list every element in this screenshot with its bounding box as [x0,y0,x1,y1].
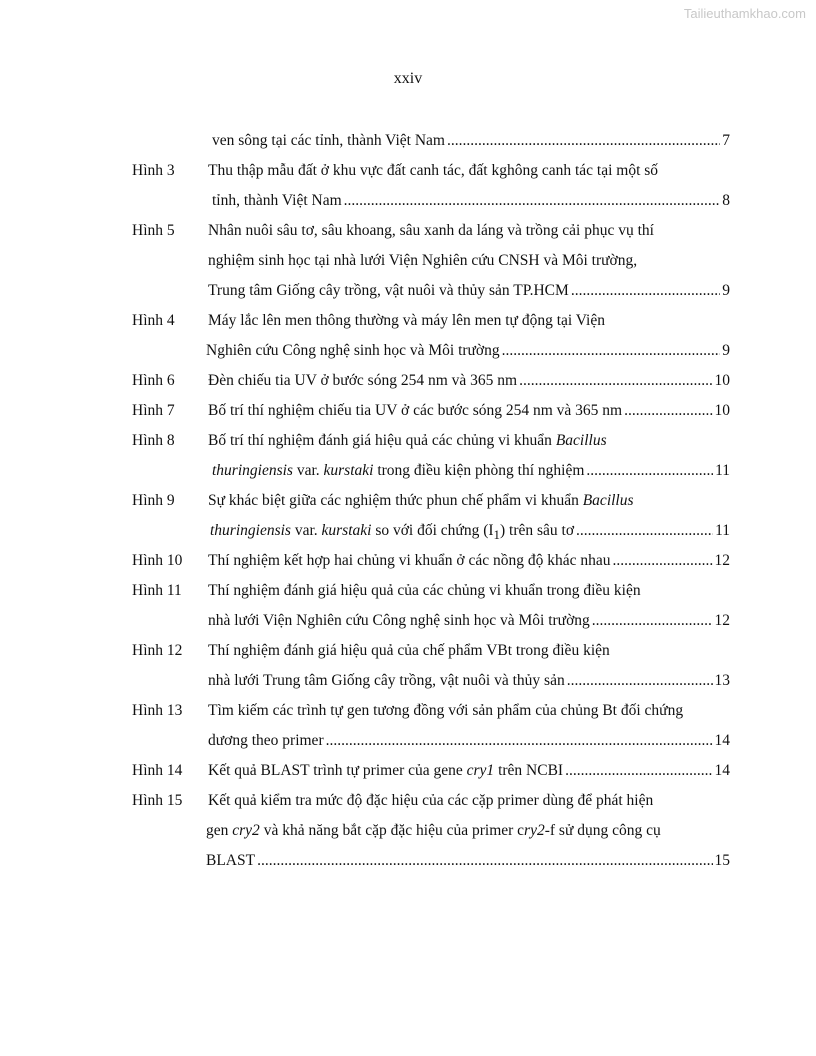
figure-label: Hình 3 [132,162,175,179]
entry-text [208,670,730,692]
entry-text [208,490,730,512]
page-ref: 9 [722,282,730,299]
text-run: -f sử dụng công cụ [544,822,661,839]
figure-label: Hình 10 [132,552,183,569]
entry-title [208,610,590,632]
italic-term: cry2 [232,822,260,839]
entry-text [206,850,730,872]
entry-title [208,220,654,242]
text-run: Trung tâm Giống cây trồng, vật nuôi và thủy sản TP.HCM [208,282,569,299]
text-run: ven sông tại các tỉnh, thành Việt Nam [212,132,445,149]
entry-title [212,190,342,212]
entry-title [208,370,517,392]
toc-line [0,220,816,242]
entry-text [208,550,730,572]
text-run: nhà lưới Trung tâm Giống cây trồng, vật nuôi và thủy sản [208,672,565,689]
toc-line [0,280,816,302]
figure-label: Hình 13 [132,702,183,719]
entry-title [208,760,563,782]
page-ref: 13 [714,672,730,689]
text-run: Đèn chiếu tia UV ở bước sóng 254 nm và 365 nm [208,372,518,389]
italic-term: Bacillus [555,432,607,449]
figure-label: Hình 9 [132,492,175,509]
entry-text [208,640,730,662]
text-run: Kết quả BLAST trình tự primer của gene [208,762,467,779]
figure-label: Hình 12 [132,642,183,659]
dot-leader [326,730,713,752]
figure-label: Hình 4 [132,312,175,329]
entry-title [208,400,622,422]
subscript: 1 [493,527,500,543]
text-run: tỉnh, thành Việt Nam [212,192,342,209]
text-run: dương theo primer [208,732,324,749]
text-run: gen [206,822,233,839]
entry-text [208,580,730,602]
dot-leader [613,550,713,572]
dot-leader [344,190,721,212]
entry-text [212,130,730,152]
entry-text [208,400,730,422]
toc-line [0,820,816,842]
text-run: var. [292,462,324,479]
italic-term: cry1 [466,762,495,779]
toc-line [0,550,816,572]
toc-line [0,490,816,512]
dot-leader [565,760,712,782]
entry-title [208,490,634,512]
toc-line [0,700,816,722]
page-ref: 14 [714,762,730,779]
entry-text [208,370,730,392]
entry-text [208,430,730,452]
italic-term: thuringiensis [212,462,293,479]
entry-text [208,760,730,782]
toc-line [0,190,816,212]
text-run: ) trên sâu tơ [499,522,575,539]
toc-line [0,160,816,182]
figure-label: Hình 7 [132,402,175,419]
toc-line [0,760,816,782]
entry-text [206,820,730,842]
dot-leader [519,370,712,392]
dot-leader [592,610,713,632]
text-run: Tìm kiếm các trình tự gen tương đồng với sản phẩm của chủng Bt đối chứng [208,702,684,719]
text-run: Nghiên cứu Công nghệ sinh học và Môi trường [206,342,500,359]
entry-title [208,550,611,572]
entry-title [208,730,324,752]
text-run: nghiệm sinh học tại nhà lưới Viện Nghiên cứu CNSH và Môi trường, [208,252,638,269]
italic-term: ry2 [524,822,545,839]
toc-line [0,460,816,482]
entry-text [208,220,730,242]
italic-term: Bacillus [582,492,634,509]
toc-line [0,790,816,812]
page-ref: 8 [722,192,730,209]
entry-text [208,160,730,182]
entry-text [208,730,730,752]
entry-text [208,250,730,272]
entry-text [212,460,730,482]
toc-line [0,400,816,422]
page-ref: 9 [722,342,730,359]
text-run: trên NCBI [494,762,564,779]
toc-line [0,130,816,152]
dot-leader [586,460,713,482]
entry-title [206,820,661,842]
italic-term: thuringiensis [210,522,291,539]
italic-term: kurstaki [323,462,374,479]
toc-line [0,850,816,872]
page-ref: 7 [722,132,730,149]
page-ref: 12 [714,612,730,629]
page-ref: 11 [715,462,730,479]
text-run: Thí nghiệm kết hợp hai chủng vi khuẩn ở các nồng độ khác nhau [208,552,611,569]
text-run: Bố trí thí nghiệm đánh giá hiệu quả các chủng vi khuẩn [208,432,552,449]
entry-title [208,700,683,722]
dot-leader [624,400,712,422]
text-run: Kết quả kiểm tra mức độ đặc hiệu của các cặp primer dùng để phát hiện [208,792,654,809]
toc-line [0,670,816,692]
toc-line [0,520,816,542]
page-ref: 14 [714,732,730,749]
page-number: xxiv [393,70,423,87]
text-run: nhà lưới Viện Nghiên cứu Công nghệ sinh học và Môi trường [208,612,590,629]
page-ref: 11 [715,522,730,539]
text-run: Thu thập mẫu đất ở khu vực đất canh tác, đất kghông canh tác tại một số [208,162,659,179]
entry-text [208,280,730,302]
dot-leader [567,670,713,692]
dot-leader [502,340,721,362]
entry-title [208,640,610,662]
entry-title [212,130,445,152]
entry-text [210,520,730,546]
toc-line [0,430,816,452]
text-run: Thí nghiệm đánh giá hiệu quả của các chủng vi khuẩn trong điều kiện [208,582,641,599]
dot-leader [571,280,720,302]
toc-line [0,610,816,632]
text-run: Bố trí thí nghiệm chiếu tia UV ở các bước sóng 254 nm và 365 nm [208,402,623,419]
entry-title [208,670,565,692]
text-run: Sự khác biệt giữa các nghiệm thức phun chế phẩm vi khuẩn [208,492,579,509]
entry-text [208,310,730,332]
dot-leader [447,130,720,152]
page-ref: 12 [714,552,730,569]
page-ref: 15 [714,852,730,869]
page-ref: 10 [714,372,730,389]
watermark: Tailieuthamkhao.com [683,6,806,21]
text-run: Nhân nuôi sâu tơ, sâu khoang, sâu xanh da láng và trồng cải phục vụ thí [208,222,654,239]
figure-label: Hình 14 [132,762,183,779]
figure-label: Hình 5 [132,222,175,239]
entry-title [208,310,605,332]
text-run: trong điều kiện phòng thí nghiệm [373,462,585,479]
page-ref: 10 [714,402,730,419]
text-run: Thí nghiệm đánh giá hiệu quả của chế phẩm VBt trong điều kiện [208,642,610,659]
entry-title [208,790,653,812]
figure-label: Hình 8 [132,432,175,449]
figure-label: Hình 6 [132,372,175,389]
text-run: var. [290,522,322,539]
text-run: so với đối chứng (I [371,522,494,539]
dot-leader [257,850,712,872]
dot-leader [576,520,713,542]
toc-line [0,640,816,662]
entry-text [206,340,730,362]
toc-line [0,310,816,332]
text-run: BLAST [206,852,256,869]
toc-line [0,730,816,752]
toc-line [0,250,816,272]
toc-line [0,340,816,362]
entry-title [208,160,658,182]
entry-title [208,280,569,302]
toc-line [0,370,816,392]
entry-text [208,610,730,632]
figure-label: Hình 11 [132,582,182,599]
entry-title [208,580,641,602]
toc-line [0,580,816,602]
text-run: và khả năng bắt cặp đặc hiệu của primer c [259,822,525,839]
entry-title [206,340,500,362]
entry-title [208,250,637,272]
text-run: Máy lắc lên men thông thường và máy lên men tự động tại Viện [208,312,605,329]
italic-term: kurstaki [321,522,372,539]
entry-title [212,460,584,482]
entry-title [206,850,255,872]
entry-text [208,700,742,722]
entry-text [208,790,730,812]
entry-title [208,430,607,452]
figure-label: Hình 15 [132,792,183,809]
entry-title [210,520,574,546]
entry-text [212,190,730,212]
